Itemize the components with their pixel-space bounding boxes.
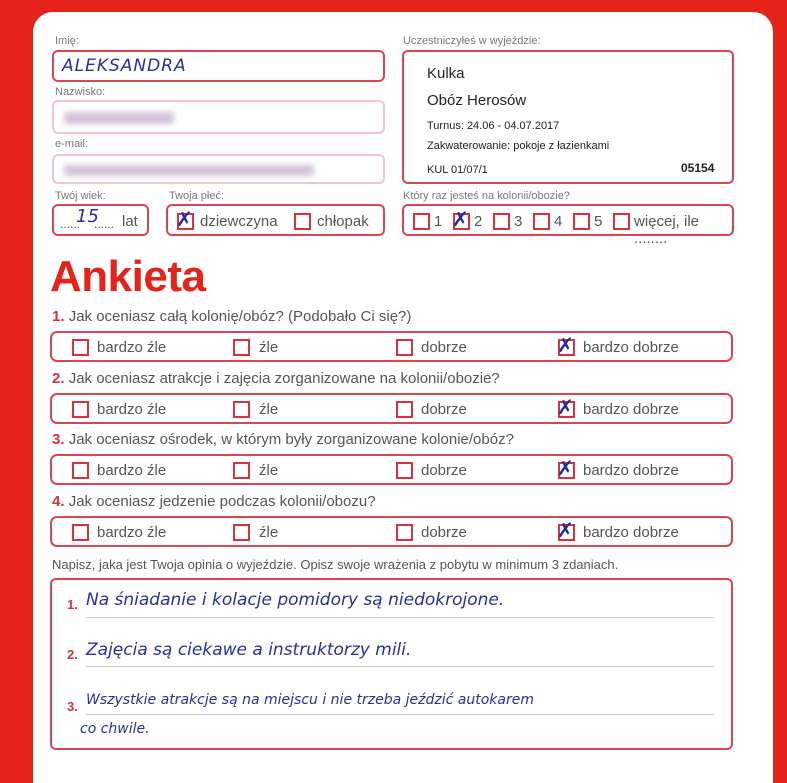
- q4-checkbox-bardzo-zle[interactable]: [72, 524, 89, 541]
- q1-checkbox-bardzo-zle[interactable]: [72, 339, 89, 356]
- q1-checkbox-bardzo-dobrze[interactable]: ✗: [557, 333, 574, 357]
- email-field[interactable]: [52, 154, 385, 184]
- which-option-4: 4: [554, 213, 563, 230]
- q2-checkbox-dobrze[interactable]: [396, 401, 413, 418]
- name-label: Imię:: [55, 35, 79, 47]
- survey-title: Ankieta: [50, 252, 206, 301]
- q1-checkbox-dobrze[interactable]: [396, 339, 413, 356]
- which-time-field: [402, 204, 734, 247]
- gender-checkbox-girl[interactable]: ✗: [176, 207, 193, 231]
- opinion-prompt: Napisz, jaka jest Twoja opinia o wyjeździe. Opisz swoje wrażenia z pobytu w minimum 3 zdaniach.: [52, 557, 619, 572]
- q4-checkbox-dobrze[interactable]: [396, 524, 413, 541]
- ruled-line-2: [86, 666, 714, 667]
- question-4: 4. Jak oceniasz jedzenie podczas kolonii/obozu?: [52, 493, 376, 510]
- which-option-5: 5: [594, 213, 603, 230]
- redacted-email: [64, 165, 314, 176]
- trip-camp: Obóz Herosów: [427, 92, 527, 109]
- q1-checkbox-zle[interactable]: [233, 339, 250, 356]
- which-option-3: 3: [514, 213, 523, 230]
- surname-label: Nazwisko:: [55, 86, 106, 98]
- q3-checkbox-bardzo-dobrze[interactable]: ✗: [557, 456, 574, 480]
- gender-field: [166, 204, 385, 236]
- opinion-line-3-continuation: co chwile.: [80, 721, 150, 737]
- rating-row-1: bardzo źle źle dobrze ✗ bardzo dobrze: [50, 331, 733, 362]
- age-field[interactable]: ...... 15 ...... lat: [52, 204, 149, 236]
- trip-label: Uczestniczyłeś w wyjeździe:: [403, 35, 541, 47]
- opinion-num-3: 3.: [67, 699, 78, 714]
- trip-number: 05154: [681, 161, 715, 175]
- which-checkbox-3[interactable]: [493, 213, 510, 230]
- gender-option-girl: dziewczyna: [200, 213, 278, 230]
- opinion-line-2: Zajęcia są ciekawe a instruktorzy mili.: [86, 640, 412, 660]
- gender-label: Twoja płeć:: [169, 190, 225, 202]
- rating-row-3: bardzo źle źle dobrze ✗ bardzo dobrze: [50, 454, 733, 485]
- opinion-line-3: Wszystkie atrakcje są na miejscu i nie trzeba jeździć autokarem: [86, 692, 534, 708]
- opinion-num-2: 2.: [67, 647, 78, 662]
- question-1: 1. Jak oceniasz całą kolonię/obóz? (Podobało Ci się?): [52, 308, 412, 325]
- question-2: 2. Jak oceniasz atrakcje i zajęcia zorganizowane na kolonii/obozie?: [52, 370, 500, 387]
- name-value: ALEKSANDRA: [62, 56, 187, 76]
- redacted-surname: [64, 112, 174, 124]
- which-checkbox-1[interactable]: [413, 213, 430, 230]
- q3-checkbox-dobrze[interactable]: [396, 462, 413, 479]
- which-checkbox-4[interactable]: [533, 213, 550, 230]
- q3-checkbox-zle[interactable]: [233, 462, 250, 479]
- ruled-line-1: [86, 617, 714, 618]
- which-checkbox-more[interactable]: [613, 213, 630, 230]
- trip-turnus: Turnus: 24.06 - 04.07.2017: [427, 120, 560, 132]
- name-field[interactable]: [52, 50, 385, 82]
- rating-row-4: bardzo źle źle dobrze ✗ bardzo dobrze: [50, 516, 733, 547]
- ruled-line-3: [86, 714, 714, 715]
- email-label: e-mail:: [55, 138, 89, 150]
- which-checkbox-5[interactable]: [573, 213, 590, 230]
- age-label: Twój wiek:: [55, 190, 106, 202]
- q4-checkbox-bardzo-dobrze[interactable]: ✗: [557, 518, 574, 542]
- which-option-more: więcej, ile ........: [634, 213, 700, 247]
- q3-checkbox-bardzo-zle[interactable]: [72, 462, 89, 479]
- which-checkbox-2[interactable]: ✗: [452, 207, 469, 231]
- which-option-1: 1: [434, 213, 443, 230]
- gender-checkbox-boy[interactable]: [294, 213, 311, 230]
- q2-checkbox-zle[interactable]: [233, 401, 250, 418]
- trip-name: Kulka: [427, 65, 465, 82]
- age-value: 15: [76, 206, 99, 227]
- q2-checkbox-bardzo-zle[interactable]: [72, 401, 89, 418]
- gender-option-boy: chłopak: [317, 213, 369, 230]
- question-3: 3. Jak oceniasz ośrodek, w którym były zorganizowane kolonie/obóz?: [52, 431, 514, 448]
- q4-checkbox-zle[interactable]: [233, 524, 250, 541]
- trip-code: KUL 01/07/1: [427, 164, 488, 176]
- opinion-num-1: 1.: [67, 597, 78, 612]
- trip-accommodation: Zakwaterowanie: pokoje z łazienkami: [427, 140, 610, 152]
- rating-row-2: bardzo źle źle dobrze ✗ bardzo dobrze: [50, 393, 733, 424]
- age-unit: lat: [122, 213, 138, 230]
- surname-field[interactable]: [52, 100, 385, 134]
- q2-checkbox-bardzo-dobrze[interactable]: ✗: [557, 395, 574, 419]
- which-option-2: 2: [474, 213, 483, 230]
- opinion-line-1: Na śniadanie i kolacje pomidory są niedokrojone.: [86, 590, 505, 610]
- which-time-label: Który raz jesteś na kolonii/obozie?: [403, 190, 570, 202]
- trip-info-box: [402, 50, 734, 184]
